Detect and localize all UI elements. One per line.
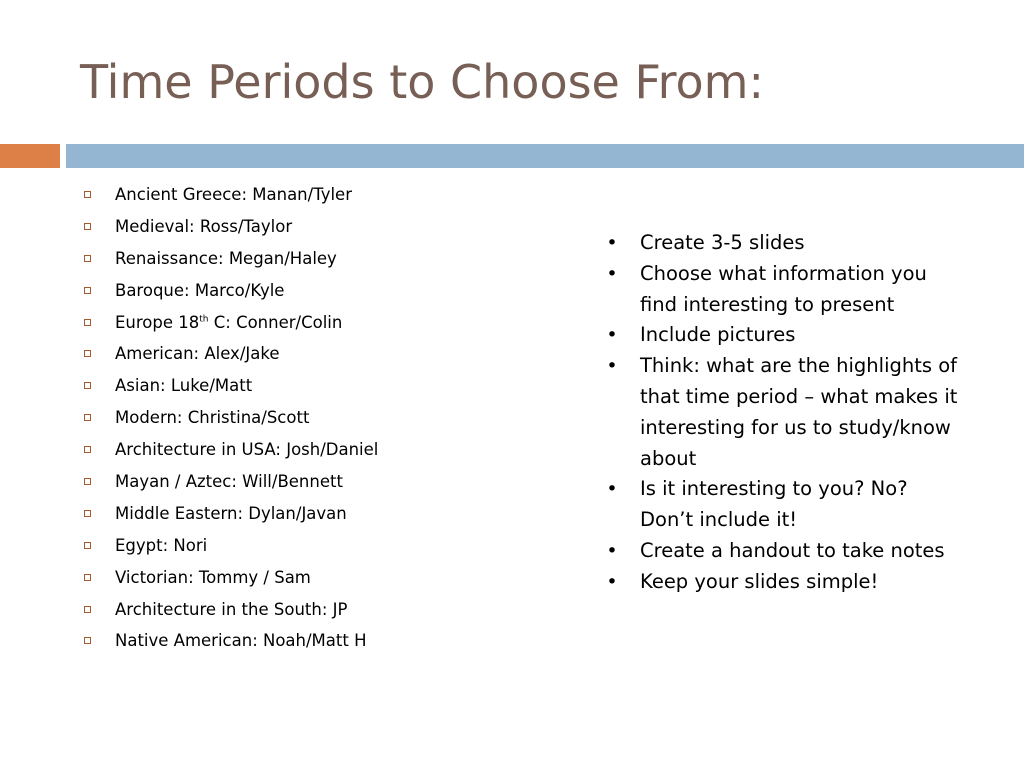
title-accent-bar-blue	[66, 144, 1024, 168]
list-item-label: Create a handout to take notes	[640, 538, 945, 562]
square-bullet-icon	[84, 478, 91, 485]
square-bullet-icon	[84, 446, 91, 453]
list-item-label: Architecture in USA: Josh/Daniel	[115, 440, 379, 460]
list-item-label: Medieval: Ross/Taylor	[115, 216, 293, 236]
list-item	[605, 320, 965, 351]
list-item	[605, 567, 965, 598]
square-bullet-icon	[84, 191, 91, 198]
bullet-dot-icon: •	[606, 262, 618, 285]
list-item-label: Victorian: Tommy / Sam	[115, 567, 311, 587]
list-item-label: Egypt: Nori	[115, 535, 208, 555]
list-item-label-suffix: C: Conner/Colin	[208, 312, 343, 332]
time-periods-list	[80, 179, 378, 657]
list-item-label: Is it interesting to you? No? Don’t include it!	[640, 477, 908, 532]
list-item-label: Native American: Noah/Matt H	[115, 631, 367, 651]
square-bullet-icon	[84, 637, 91, 644]
list-item-label: Create 3-5 slides	[640, 231, 805, 254]
square-bullet-icon	[84, 510, 91, 517]
list-item	[80, 466, 378, 498]
bullet-dot-icon: •	[606, 324, 618, 347]
list-item	[605, 474, 965, 536]
square-bullet-icon	[84, 542, 91, 549]
square-bullet-icon	[84, 255, 91, 262]
list-item-label: Mayan / Aztec: Will/Bennett	[115, 472, 343, 492]
list-item	[605, 351, 965, 474]
list-item-label: Middle Eastern: Dylan/Javan	[115, 503, 347, 523]
square-bullet-icon	[84, 574, 91, 581]
slide-title: Time Periods to Choose From:	[80, 55, 764, 109]
square-bullet-icon	[84, 382, 91, 389]
title-accent-bar-orange	[0, 144, 60, 168]
list-item-label: Include pictures	[640, 323, 796, 347]
list-item	[80, 370, 378, 402]
list-item-label: Think: what are the highlights of that time period – what makes it interesting for us to study/know about	[640, 354, 958, 470]
list-item-label: Architecture in the South: JP	[115, 599, 348, 619]
list-item-label: Renaissance: Megan/Haley	[115, 248, 337, 268]
bullet-dot-icon: •	[606, 232, 618, 254]
ordinal-superscript: th	[199, 314, 209, 325]
square-bullet-icon	[84, 414, 91, 421]
list-item-label: Baroque: Marco/Kyle	[115, 280, 285, 300]
list-item	[80, 594, 378, 626]
list-item	[80, 307, 378, 339]
bullet-dot-icon: •	[606, 355, 618, 378]
bullet-dot-icon: •	[606, 478, 618, 501]
list-item	[605, 259, 965, 321]
list-item-label-prefix: Europe 18	[115, 312, 200, 332]
square-bullet-icon	[84, 223, 91, 230]
list-item	[80, 275, 378, 307]
square-bullet-icon	[84, 606, 91, 613]
bullet-dot-icon: •	[606, 570, 618, 593]
list-item	[80, 562, 378, 594]
list-item	[80, 211, 378, 243]
list-item-label: Modern: Christina/Scott	[115, 408, 310, 428]
list-item	[80, 179, 378, 211]
list-item	[605, 228, 965, 259]
list-item	[80, 402, 378, 434]
square-bullet-icon	[84, 319, 91, 326]
list-item	[80, 338, 378, 370]
list-item	[80, 625, 378, 657]
list-item	[80, 530, 378, 562]
list-item-label: Keep your slides simple!	[640, 569, 879, 593]
square-bullet-icon	[84, 287, 91, 294]
list-item-label: Ancient Greece: Manan/Tyler	[115, 185, 352, 204]
bullet-dot-icon: •	[606, 539, 618, 562]
list-item	[80, 243, 378, 275]
list-item	[80, 498, 378, 530]
list-item-label: Choose what information you find interesting to present	[640, 261, 927, 316]
instructions-list	[605, 228, 965, 598]
square-bullet-icon	[84, 350, 91, 357]
list-item-label: Asian: Luke/Matt	[115, 376, 253, 396]
list-item-label: American: Alex/Jake	[115, 344, 280, 364]
list-item	[605, 536, 965, 567]
list-item	[80, 434, 378, 466]
